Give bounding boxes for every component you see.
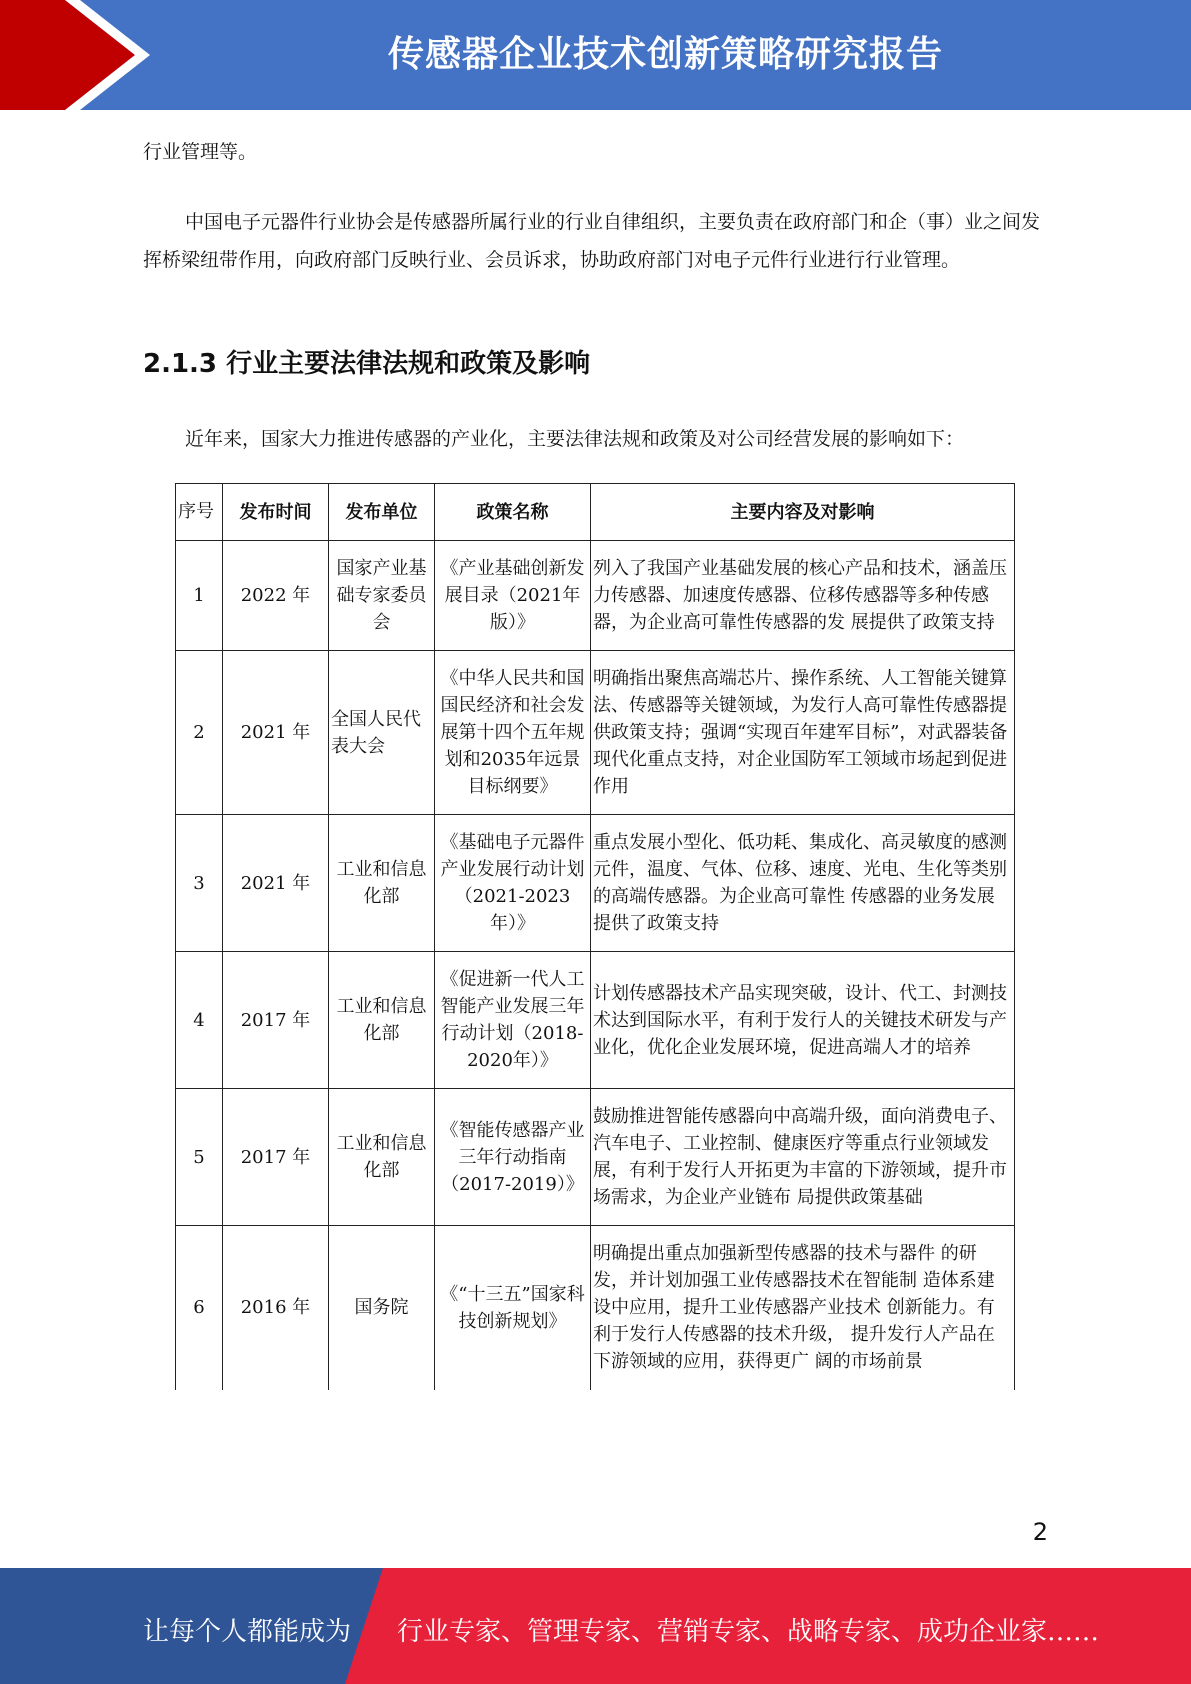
cell-date: 2021 年 xyxy=(223,651,329,815)
cell-no: 2 xyxy=(176,651,223,815)
report-title: 传感器企业技术创新策略研究报告 xyxy=(387,34,943,75)
cell-content: 明确提出重点加强新型传感器的技术与器件 的研发，并计划加强工业传感器技术在智能制 造体系建设中应用，提升工业传感器产业技术 创新能力。有利于发行人传感器的技术升级， 提升发行人产品在下游领域的应用，获得更广 阔的市场前景 xyxy=(591,1226,1015,1390)
cell-policy: 《促进新一代人工智能产业发展三年行动计划（2018-2020年）》 xyxy=(435,952,591,1089)
paragraph-association: 中国电子元器件行业协会是传感器所属行业的行业自律组织，主要负责在政府部门和企（事）业之间发挥桥梁纽带作用，向政府部门反映行业、会员诉求，协助政府部门对电子元件行业进行行业管理。 xyxy=(143,211,1041,271)
cell-date: 2017 年 xyxy=(223,1089,329,1226)
header-no: 序号 xyxy=(176,484,223,541)
header-content: 主要内容及对影响 xyxy=(591,484,1015,541)
cell-date: 2017 年 xyxy=(223,952,329,1089)
header-issuer: 发布单位 xyxy=(329,484,435,541)
cell-issuer: 全国人民代表大会 xyxy=(329,651,435,815)
page-number: 2 xyxy=(1032,1518,1048,1546)
cell-policy: 《“十三五”国家科技创新规划》 xyxy=(435,1226,591,1390)
cell-content: 明确指出聚焦高端芯片、操作系统、人工智能关键算法、传感器等关键领域，为发行人高可靠性传感器提供政策支持；强调“实现百年建军目标”，对武器装备现代化重点支持，对企业国防军工领域市场起到促进作用 xyxy=(591,651,1015,815)
table-row xyxy=(176,1226,1015,1390)
table-row xyxy=(176,815,1015,952)
cell-policy: 《基础电子元器件产业发展行动计划（2021-2023年）》 xyxy=(435,815,591,952)
header-banner xyxy=(0,0,1191,110)
cell-no: 4 xyxy=(176,952,223,1089)
cell-policy: 《产业基础创新发展目录（2021年版）》 xyxy=(435,541,591,651)
footer-slogan-left: 让每个人都能成为 xyxy=(143,1617,352,1647)
footer-slogan-right: 行业专家、管理专家、营销专家、战略专家、成功企业家…… xyxy=(397,1617,1100,1647)
cell-policy: 《中华人民共和国国民经济和社会发展第十四个五年规划和2035年远景目标纲要》 xyxy=(435,651,591,815)
policy-table xyxy=(175,483,1015,1390)
cell-policy: 《智能传感器产业三年行动指南（2017-2019）》 xyxy=(435,1089,591,1226)
header-policy: 政策名称 xyxy=(435,484,591,541)
cell-date: 2022 年 xyxy=(223,541,329,651)
cell-content: 重点发展小型化、低功耗、集成化、高灵敏度的感测元件，温度、气体、位移、速度、光电、生化等类别的高端传感器。为企业高可靠性 传感器的业务发展提供了政策支持 xyxy=(591,815,1015,952)
table-header-row xyxy=(176,484,1015,541)
table-row xyxy=(176,1089,1015,1226)
paragraph-continuation: 行业管理等。 xyxy=(143,141,258,163)
cell-no: 5 xyxy=(176,1089,223,1226)
footer-banner xyxy=(0,1568,1191,1684)
header-date: 发布时间 xyxy=(223,484,329,541)
cell-issuer: 国务院 xyxy=(329,1226,435,1390)
cell-content: 计划传感器技术产品实现突破，设计、代工、封测技术达到国际水平，有利于发行人的关键技术研发与产业化，优化企业发展环境，促进高端人才的培养 xyxy=(591,952,1015,1089)
cell-issuer: 工业和信息化部 xyxy=(329,1089,435,1226)
section-heading: 2.1.3 行业主要法律法规和政策及影响 xyxy=(143,349,591,379)
header-chevron-decoration xyxy=(0,0,160,110)
cell-date: 2021 年 xyxy=(223,815,329,952)
cell-content: 列入了我国产业基础发展的核心产品和技术，涵盖压力传感器、加速度传感器、位移传感器等多种传感器，为企业高可靠性传感器的发 展提供了政策支持 xyxy=(591,541,1015,651)
table-row xyxy=(176,952,1015,1089)
cell-issuer: 工业和信息化部 xyxy=(329,952,435,1089)
section-intro: 近年来，国家大力推进传感器的产业化，主要法律法规和政策及对公司经营发展的影响如下： xyxy=(185,428,965,450)
cell-no: 1 xyxy=(176,541,223,651)
cell-content: 鼓励推进智能传感器向中高端升级，面向消费电子、汽车电子、工业控制、健康医疗等重点行业领域发展，有利于发行人开拓更为丰富的下游领域，提升市场需求，为企业产业链布 局提供政策基础 xyxy=(591,1089,1015,1226)
cell-issuer: 工业和信息化部 xyxy=(329,815,435,952)
table-row xyxy=(176,541,1015,651)
cell-no: 3 xyxy=(176,815,223,952)
table-row xyxy=(176,651,1015,815)
cell-date: 2016 年 xyxy=(223,1226,329,1390)
cell-issuer: 国家产业基础专家委员会 xyxy=(329,541,435,651)
cell-no: 6 xyxy=(176,1226,223,1390)
